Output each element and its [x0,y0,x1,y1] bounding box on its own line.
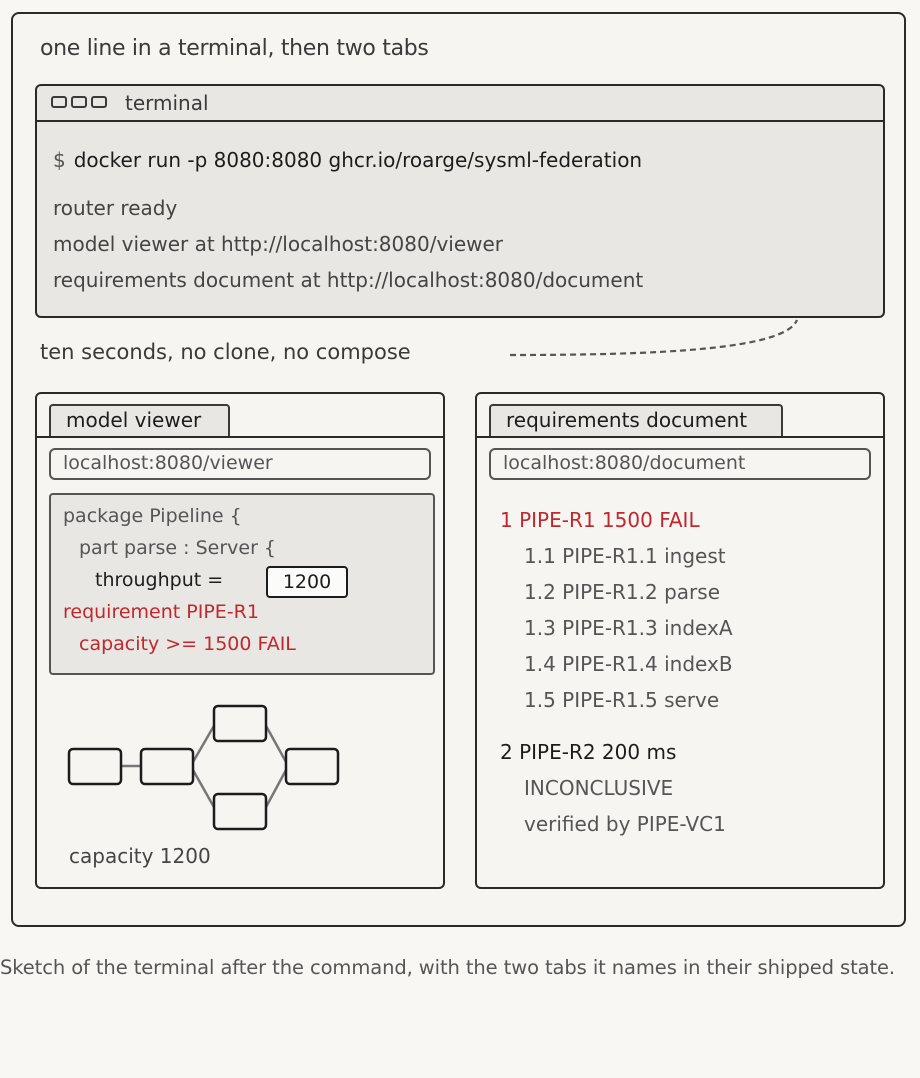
tab-divider [477,436,883,438]
middle-caption: ten seconds, no clone, no compose [40,340,411,364]
diagram-node [214,794,266,829]
code-line: part parse : Server { [79,537,277,559]
sysml-code-panel [49,493,435,675]
diagram-node [141,749,193,784]
capacity-label: capacity 1200 [69,844,211,868]
diagram-node [214,706,266,741]
code-line-capacity-fail: capacity >= 1500 FAIL [79,633,296,655]
terminal-title-bar [37,86,883,122]
requirement-child: 1.1 PIPE-R1.1 ingest [524,544,726,568]
sketch-heading: one line in a terminal, then two tabs [40,36,429,61]
window-control-icon[interactable] [91,96,107,108]
requirement-r2-heading: 2 PIPE-R2 200 ms [500,740,677,764]
tab-divider [37,436,443,438]
tab-model-viewer[interactable]: model viewer [49,404,230,437]
code-line-requirement: requirement PIPE-R1 [63,601,259,623]
terminal-output-line: requirements document at http://localhost:8080/document [53,268,644,292]
terminal-command: docker run -p 8080:8080 ghcr.io/roarge/sysml-federation [73,148,643,172]
document-address-bar[interactable]: localhost:8080/document [489,448,871,480]
code-line: package Pipeline { [63,505,242,527]
requirement-verification: verified by PIPE-VC1 [524,812,726,836]
window-control-icon[interactable] [51,96,67,108]
pipeline-diagram [57,694,347,834]
terminal-window [35,84,885,318]
throughput-input[interactable]: 1200 [266,566,348,598]
requirements-document-window [475,392,885,889]
terminal-command-line [53,148,642,172]
diagram-link [265,770,286,809]
diagram-link [193,724,215,762]
prompt-symbol: $ [53,148,66,172]
model-viewer-window [35,392,445,889]
requirement-child: 1.5 PIPE-R1.5 serve [524,688,720,712]
diagram-node [69,749,121,784]
dashed-connector [505,315,805,365]
diagram-link [265,724,286,762]
terminal-title: terminal [125,91,209,115]
requirement-child: 1.2 PIPE-R1.2 parse [524,580,720,604]
diagram-node [286,749,338,784]
code-line: throughput = [95,569,224,591]
terminal-output-line: router ready [53,196,178,220]
requirement-status: INCONCLUSIVE [524,776,674,800]
requirement-child: 1.3 PIPE-R1.3 indexA [524,616,733,640]
requirement-r1-heading: 1 PIPE-R1 1500 FAIL [500,508,700,532]
diagram-link [193,770,215,809]
viewer-address-bar[interactable]: localhost:8080/viewer [49,448,431,480]
terminal-output-line: model viewer at http://localhost:8080/viewer [53,232,504,256]
tab-requirements-document[interactable]: requirements document [489,404,783,437]
requirement-child: 1.4 PIPE-R1.4 indexB [524,652,733,676]
figure-caption: Sketch of the terminal after the command, with the two tabs it names in their shipped state. [0,956,896,979]
window-control-icon[interactable] [71,96,87,108]
